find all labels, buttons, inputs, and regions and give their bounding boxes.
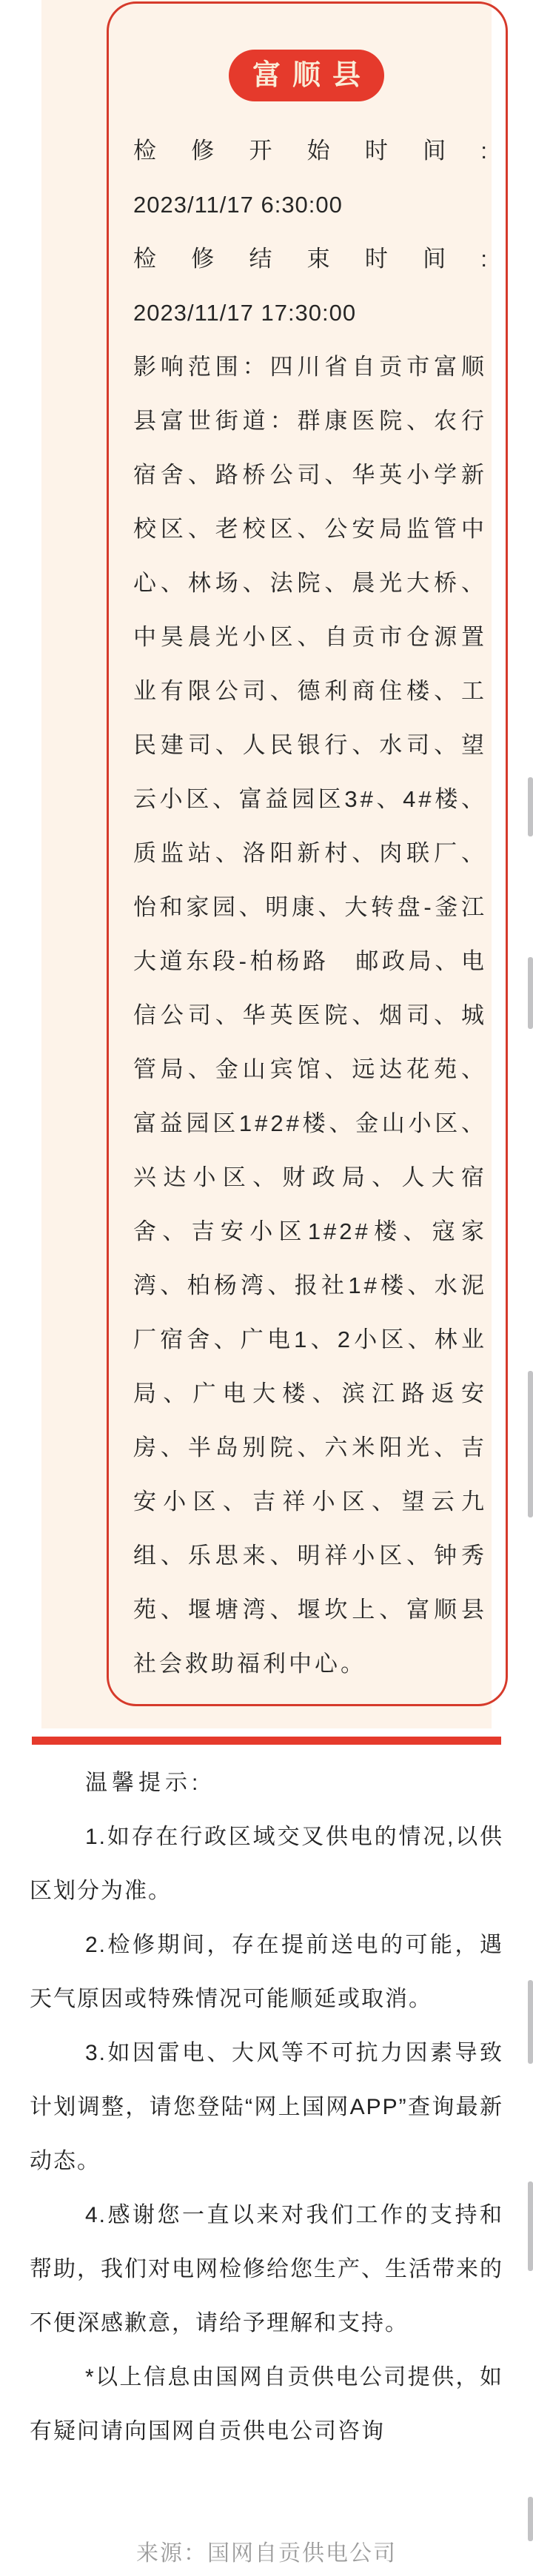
notice-item-1: 1.如存在行政区域交叉供电的情况,以供区划分为准。 [30, 1825, 503, 1903]
end-time-value: 2023/11/17 17:30:00 [133, 300, 357, 326]
county-badge-label: 富顺县 [252, 60, 372, 91]
scrollbar-thumb[interactable] [528, 2181, 533, 2271]
notice-footnote: *以上信息由国网自贡供电公司提供，如有疑问请向国网自贡供电公司咨询 [30, 2365, 503, 2443]
card-body [133, 124, 487, 1691]
start-time-value: 2023/11/17 6:30:00 [133, 192, 343, 218]
scrollbar-thumb[interactable] [528, 1371, 533, 1517]
source-attribution: 来源：国网自贡供电公司 [136, 2541, 397, 2566]
affected-scope-text: 影响范围：四川省自贡市富顺县富世街道：群康医院、农行宿舍、路桥公司、华英小学新校区、老校区、公安局监管中心、林场、法院、晨光大桥、中昊晨光小区、自贡市仓源置业有限公司、德利商住楼、工民建司、人民银行、水司、望云小区、富益园区3#、4#楼、质监站、洛阳新村、肉联厂、怡和家园、明康、大转盘-釜江大道东段-柏杨路 邮政局、电信公司、华英医院、烟司、城管局、金山宾馆、远达花苑、富益园区1#2#楼、金山小区、兴达小区、财政局、人大宿舍、吉安小区1#2#楼、寇家湾、柏杨湾、报社1#楼、水泥厂宿舍、广电1、2小区、林业局、广电大楼、滨江路返安房、半岛别院、六米阳光、吉安小区、吉祥小区、望云九组、乐思来、明祥小区、钟秀苑、堰塘湾、堰坎上、富顺县社会救助福利中心。 [133, 354, 487, 1677]
end-time-label: 检修结束时间: [133, 246, 487, 272]
notice-section [30, 1756, 503, 2458]
notice-item-2: 2.检修期间，存在提前送电的可能，遇天气原因或特殊情况可能顺延或取消。 [30, 1933, 503, 2011]
notice-title: 温馨提示: [85, 1771, 203, 1795]
scrollbar-thumb[interactable] [528, 2497, 533, 2541]
county-badge [229, 50, 384, 101]
start-time-label: 检修开始时间: [133, 138, 487, 164]
scrollbar-thumb[interactable] [528, 1980, 533, 2064]
maintenance-card [41, 0, 492, 1728]
notice-item-4: 4.感谢您一直以来对我们工作的支持和帮助，我们对电网检修给您生产、生活带来的不便深感歉意，请给予理解和支持。 [30, 2203, 503, 2335]
scrollbar-thumb[interactable] [528, 777, 533, 836]
section-divider [32, 1737, 501, 1745]
notice-item-3: 3.如因雷电、大风等不可抗力因素导致计划调整，请您登陆“网上国网APP”查询最新动态。 [30, 2041, 503, 2173]
scrollbar-thumb[interactable] [528, 957, 533, 1029]
